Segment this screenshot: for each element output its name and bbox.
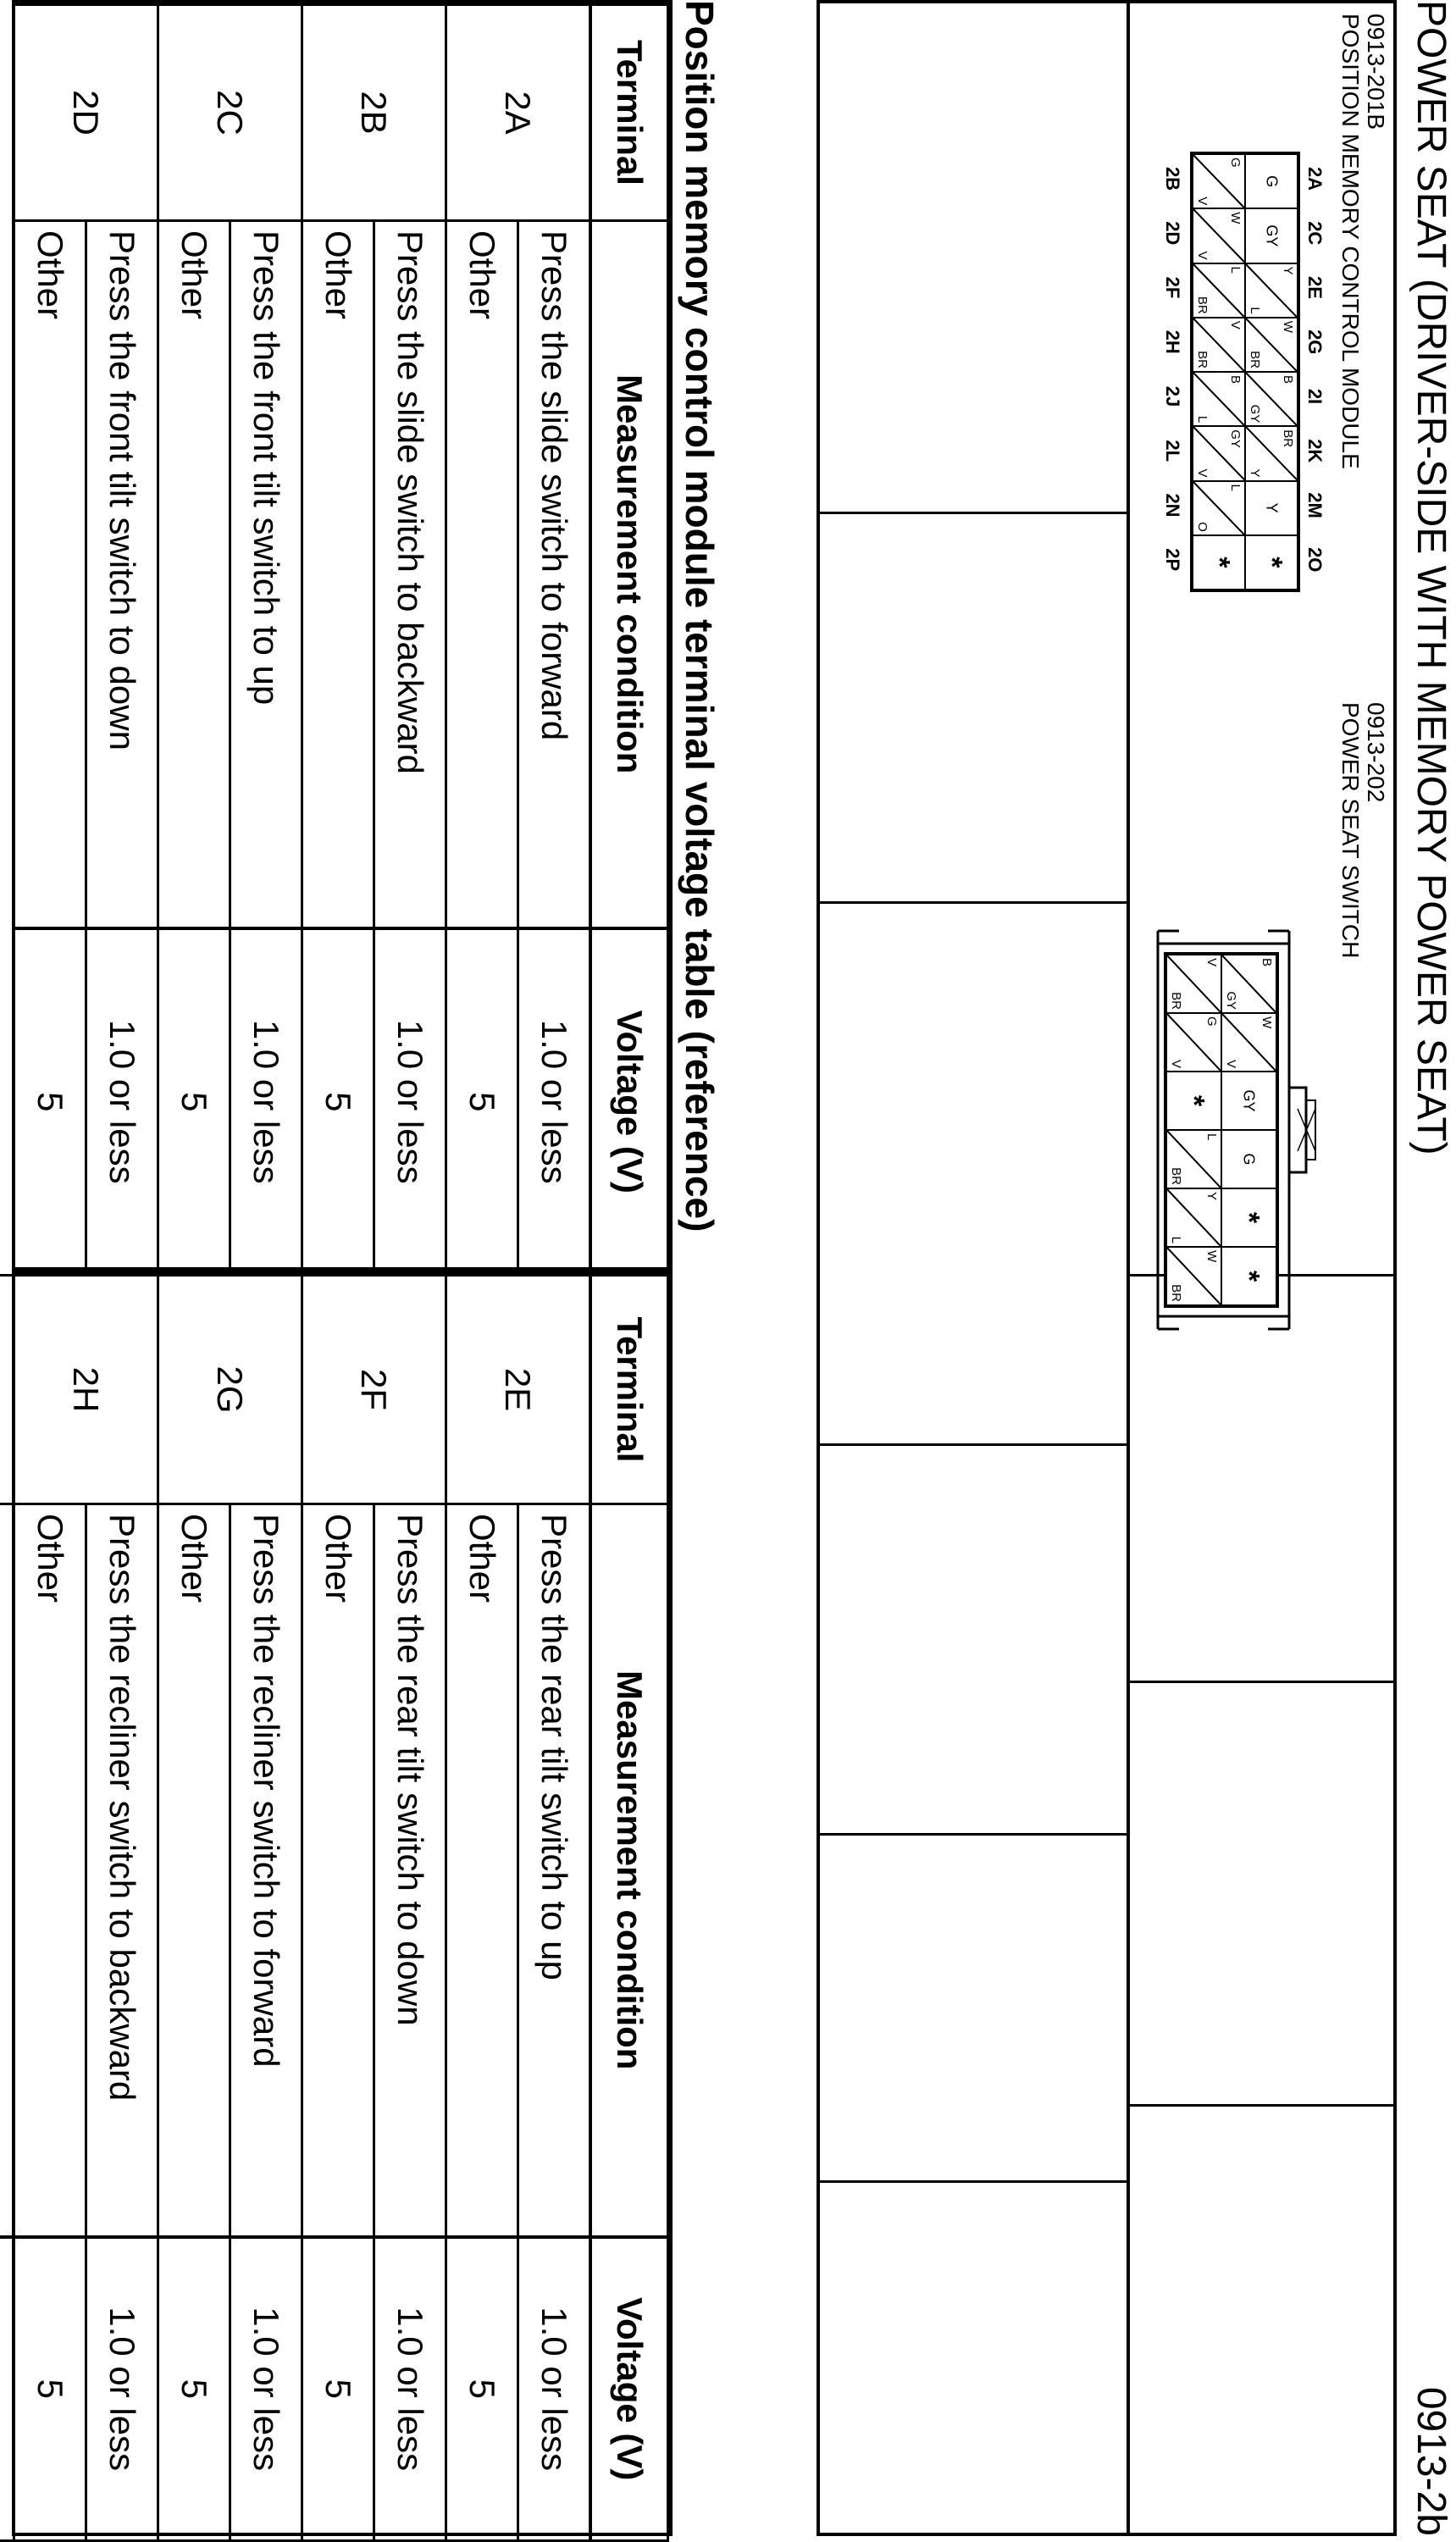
table-row	[374, 1276, 446, 2541]
connector-grid	[817, 0, 1397, 2536]
connector-pin	[1221, 955, 1276, 1013]
condition-cell: Other	[446, 221, 518, 928]
connector-pin	[1245, 372, 1298, 426]
wire-color: L	[1228, 266, 1243, 274]
condition-cell: Press the front tilt switch to up	[230, 221, 302, 928]
connector-pin	[1193, 263, 1245, 318]
wire-color: BR	[1195, 296, 1210, 314]
wire-color: Y	[1248, 468, 1262, 478]
grid-divider	[1130, 2104, 1393, 2107]
terminal-label: 2O	[1304, 547, 1326, 573]
connector-pin	[1166, 1188, 1221, 1247]
voltage-cell: 1.0 or less	[518, 2237, 591, 2541]
wire-color: BR	[1195, 351, 1210, 368]
condition-cell: Other	[446, 1504, 518, 2237]
condition-cell: Press the rear tilt switch to up	[518, 1504, 591, 2237]
connector-pin	[1193, 154, 1245, 208]
wire-color: GY	[1263, 224, 1281, 247]
terminal-cell: 2E	[446, 1276, 591, 1504]
wire-color: G	[1228, 158, 1243, 168]
header-condition: Measurement condition	[590, 1504, 668, 2237]
connector-pin	[1221, 1188, 1276, 1247]
terminal-cell: 2C	[158, 5, 302, 221]
voltage-cell: 5	[158, 2237, 230, 2541]
voltage-cell: 5	[302, 928, 374, 1276]
connector-pin	[1221, 1013, 1276, 1072]
voltage-cell: 1.0 or less	[86, 928, 158, 1276]
wire-color: B	[1228, 375, 1243, 385]
table-header-row	[590, 1276, 668, 2541]
connector-pin	[1245, 154, 1298, 208]
grid-divider	[820, 901, 1127, 904]
wire-color: GY	[1224, 991, 1238, 1010]
connector-pin	[1221, 1130, 1276, 1188]
voltage-cell: 1.0 or less	[518, 928, 591, 1276]
wire-color: V	[1169, 1059, 1183, 1068]
terminal-label: 2F	[1162, 276, 1183, 299]
connector-pin	[1166, 1130, 1221, 1188]
voltage-cell	[0, 2237, 14, 2541]
terminal-label: 2B	[1162, 166, 1183, 191]
voltage-cell: 5	[158, 928, 230, 1276]
condition-cell: Press the front tilt switch to down	[86, 221, 158, 928]
connector-pin	[1221, 1072, 1276, 1130]
table-row	[374, 5, 446, 1276]
voltage-cell: 1.0 or less	[230, 2237, 302, 2541]
wire-color: W	[1281, 320, 1295, 333]
connector-pin	[1193, 535, 1245, 590]
condition-cell: Other	[14, 221, 86, 928]
table-row	[230, 1276, 302, 2541]
terminal-cell: 2B	[302, 5, 446, 221]
terminal-label: 2H	[1162, 330, 1183, 354]
connector-pin	[1245, 426, 1298, 480]
terminal-label: 2A	[1304, 166, 1326, 191]
connector-grid-bottom-row	[820, 3, 1127, 2533]
wire-color: BR	[1281, 429, 1295, 448]
condition-cell: Press the recliner switch to forward	[230, 1504, 302, 2237]
wire-color: W	[1204, 1250, 1219, 1263]
wire-color: V	[1204, 958, 1219, 967]
voltage-cell: 5	[14, 2237, 86, 2541]
connector-pin	[1193, 372, 1245, 426]
wire-color: Y	[1204, 1192, 1219, 1201]
table-row	[86, 5, 158, 1276]
wire-color: B	[1259, 958, 1274, 967]
terminal-label: 2C	[1304, 221, 1326, 246]
condition-cell: Other	[14, 1504, 86, 2237]
condition-cell: Press the rear tilt switch to down	[374, 1504, 446, 2237]
wire-color: BR	[1169, 1284, 1183, 1302]
terminal-label: 2M	[1304, 492, 1326, 518]
connector-name: POSITION MEMORY CONTROL MODULE	[1337, 14, 1364, 469]
terminal-cell: 2H	[14, 1276, 158, 1504]
grid-divider	[820, 1833, 1127, 1836]
condition-cell: Other	[158, 1504, 230, 2237]
grid-divider	[820, 1443, 1127, 1446]
connector-name: POWER SEAT SWITCH	[1337, 702, 1364, 959]
wire-color: O	[1195, 522, 1210, 532]
terminal-label: 2L	[1162, 440, 1183, 462]
wire-color: W	[1259, 1016, 1274, 1029]
table-title: Position memory control module terminal voltage table (reference)	[678, 0, 722, 1232]
wire-color: BR	[1169, 992, 1183, 1010]
wire-color: GY	[1241, 1089, 1258, 1112]
wire-color: L	[1195, 415, 1210, 424]
table-row	[0, 1276, 14, 2541]
wire-color: BR	[1248, 351, 1262, 368]
grid-divider	[820, 2180, 1127, 2183]
table-header-row	[590, 5, 668, 1276]
connector-pin	[1166, 955, 1221, 1013]
voltage-cell: 1.0 or less	[86, 2237, 158, 2541]
connector-pin	[1193, 208, 1245, 263]
condition-cell: Other	[158, 221, 230, 928]
unused-pin-mark: *	[1255, 557, 1288, 568]
wire-color: V	[1195, 251, 1210, 260]
voltage-cell: 5	[302, 2237, 374, 2541]
terminal-label: 2D	[1162, 221, 1183, 246]
connector-face	[1164, 952, 1279, 1308]
connector-code: 0913-201B	[1363, 14, 1389, 130]
connector-pin	[1245, 318, 1298, 372]
wire-color: Y	[1263, 502, 1281, 513]
header-terminal: Terminal	[590, 5, 668, 221]
voltage-cell: 1.0 or less	[230, 928, 302, 1276]
header-voltage: Voltage (V)	[590, 2237, 668, 2541]
voltage-cell: 5	[14, 928, 86, 1276]
terminal-label: 2K	[1304, 439, 1326, 463]
table-row	[518, 5, 591, 1276]
connector-pin	[1193, 426, 1245, 480]
header-voltage: Voltage (V)	[590, 928, 668, 1276]
table-row	[86, 1276, 158, 2541]
page-title: POWER SEAT (DRIVER-SIDE WITH MEMORY POWER SEAT)	[1409, 0, 1453, 1155]
connector-pin	[1245, 535, 1298, 590]
terminal-cell: 2F	[302, 1276, 446, 1504]
wire-color: G	[1241, 1153, 1258, 1166]
wire-color: W	[1228, 212, 1243, 224]
unused-pin-mark: *	[1203, 557, 1236, 568]
grid-divider	[1130, 1681, 1393, 1683]
terminal-label: 2J	[1162, 385, 1183, 407]
terminal-label: 2N	[1162, 493, 1183, 518]
connector-pin	[1166, 1072, 1221, 1130]
wire-color: V	[1195, 197, 1210, 206]
condition-cell: Press the slide switch to forward	[518, 221, 591, 928]
voltage-cell: 5	[446, 2237, 518, 2541]
connector-pin	[1221, 1247, 1276, 1305]
voltage-table-left	[12, 0, 673, 1271]
table-row	[518, 1276, 591, 2541]
table-row	[230, 5, 302, 1276]
grid-divider	[820, 512, 1127, 514]
wire-color: V	[1224, 1059, 1238, 1068]
wire-color: B	[1281, 375, 1295, 385]
wire-color: G	[1263, 175, 1281, 188]
connector-pin	[1245, 208, 1298, 263]
terminal-cell: 2D	[14, 5, 158, 221]
voltage-cell: 5	[446, 928, 518, 1276]
voltage-cell: 1.0 or less	[374, 2237, 446, 2541]
wire-color: BR	[1169, 1167, 1183, 1185]
connector-pin	[1245, 481, 1298, 535]
unused-pin-mark: *	[1233, 1211, 1265, 1224]
terminal-cell: 2G	[158, 1276, 302, 1504]
wire-color: GY	[1228, 429, 1243, 448]
wire-color: L	[1204, 1133, 1219, 1141]
connector-grid-top-row	[1127, 3, 1393, 2533]
connector-code: 0913-202	[1363, 702, 1389, 803]
connector-face	[1190, 152, 1300, 592]
connector-pin	[1245, 263, 1298, 318]
terminal-label: 2E	[1304, 276, 1326, 299]
wire-color: Y	[1281, 266, 1295, 275]
wire-color: GY	[1248, 404, 1262, 424]
terminal-cell	[0, 1276, 14, 1504]
header-terminal: Terminal	[590, 1276, 668, 1504]
wire-color: V	[1228, 320, 1243, 330]
header-condition: Measurement condition	[590, 221, 668, 928]
voltage-cell: 1.0 or less	[374, 928, 446, 1276]
condition-cell: Press the recliner switch to backward	[86, 1504, 158, 2237]
wire-color: L	[1248, 307, 1262, 314]
terminal-label: 2P	[1162, 548, 1183, 572]
wire-color: L	[1228, 484, 1243, 491]
terminal-label: 2I	[1304, 388, 1326, 405]
condition-cell	[0, 1504, 14, 2237]
connector-pin	[1193, 318, 1245, 372]
unused-pin-mark: *	[1178, 1094, 1210, 1107]
unused-pin-mark: *	[1233, 1270, 1265, 1282]
connector-pin	[1193, 481, 1245, 535]
wire-color: L	[1169, 1236, 1183, 1243]
voltage-table-right	[12, 1271, 673, 2536]
page-code: 0913-2b	[1409, 2386, 1453, 2536]
condition-cell: Other	[302, 221, 374, 928]
wire-color: V	[1195, 468, 1210, 478]
condition-cell: Other	[302, 1504, 374, 2237]
condition-cell: Press the slide switch to backward	[374, 221, 446, 928]
wire-color: G	[1204, 1016, 1219, 1027]
terminal-label: 2G	[1304, 330, 1326, 355]
connector-pin	[1166, 1247, 1221, 1305]
connector-pin	[1166, 1013, 1221, 1072]
terminal-cell: 2A	[446, 5, 591, 221]
